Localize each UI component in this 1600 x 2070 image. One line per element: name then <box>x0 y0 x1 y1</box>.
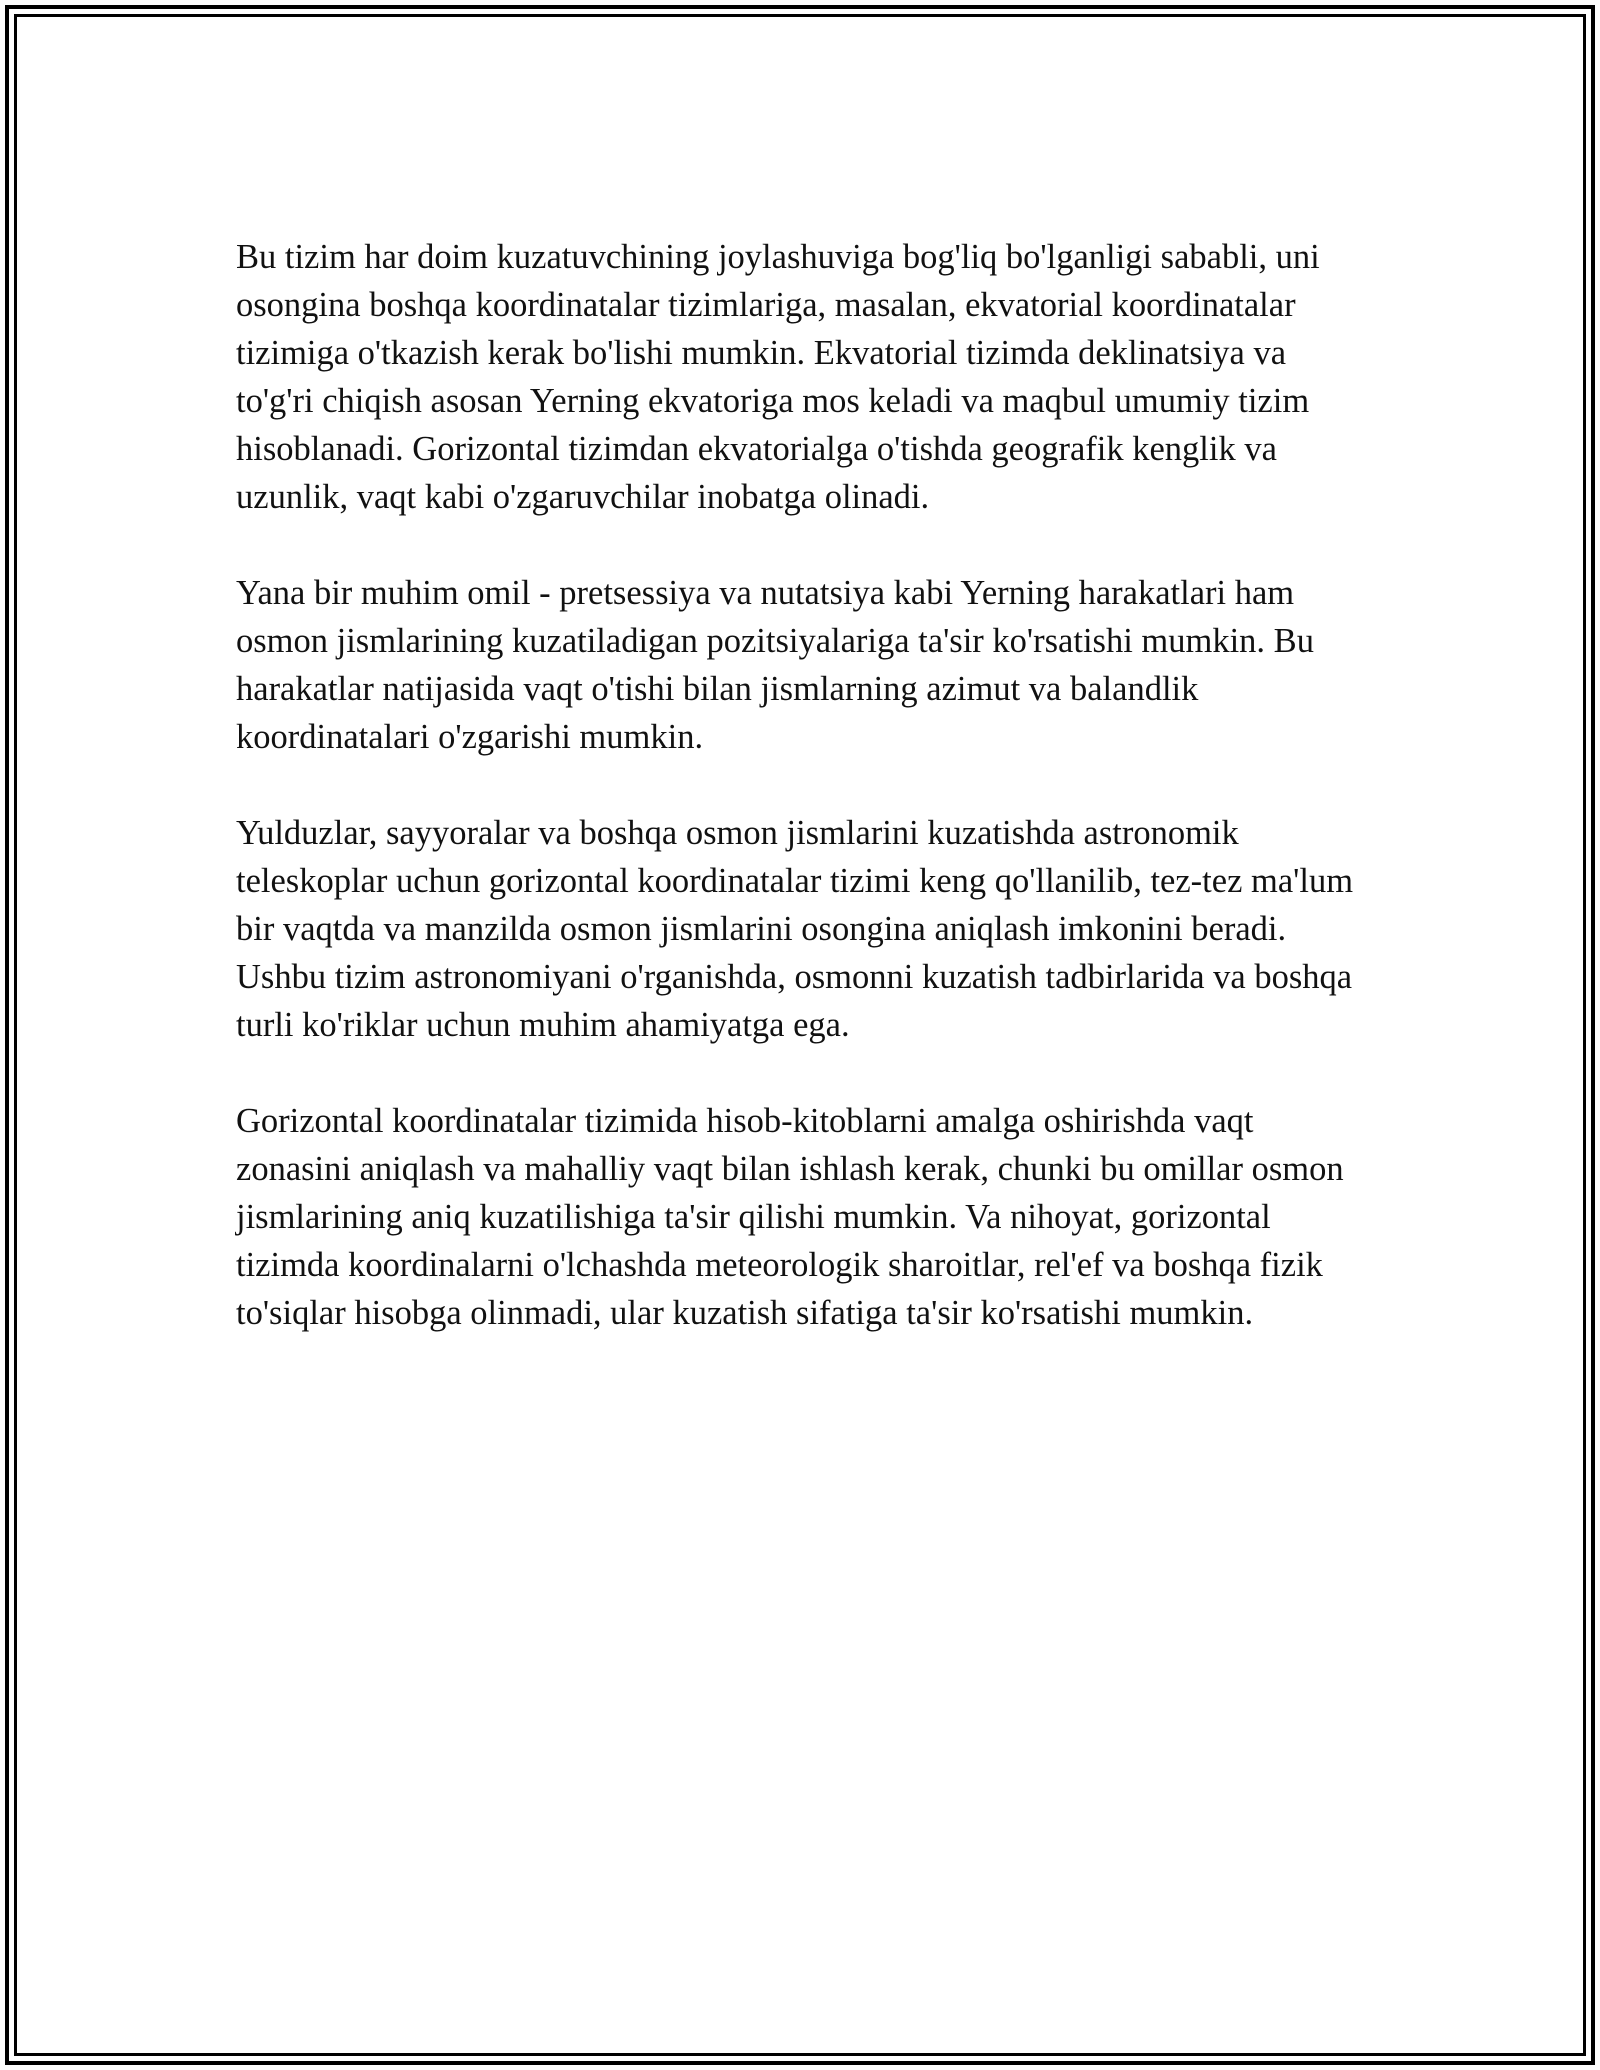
paragraph-1: Bu tizim har doim kuzatuvchining joylashuviga bog'liq bo'lganligi sababli, uni osongina boshqa koordinatalar tizimlariga, masalan, ekvatorial koordinatalar tizimiga o'tkazish kerak bo'lishi mumkin. Ekvatorial tizimda deklinatsiya va to'g'ri chiqish asosan Yerning ekvatoriga mos keladi va maqbul umumiy tizim hisoblanadi. Gorizontal tizimdan ekvatorialga o'tishda geografik kenglik va uzunlik, vaqt kabi o'zgaruvchilar inobatga olinadi. <box>236 238 1320 516</box>
paragraph-2: Yana bir muhim omil - pretsessiya va nutatsiya kabi Yerning harakatlari ham osmon jismlarining kuzatiladigan pozitsiyalariga ta'sir ko'rsatishi mumkin. Bu harakatlar natijasida vaqt o'tishi bilan jismlarning azimut va balandlik koordinatalari o'zgarishi mumkin. <box>236 574 1314 756</box>
paragraph-4: Gorizontal koordinatalar tizimida hisob-kitoblarni amalga oshirishda vaqt zonasini aniqlash va mahalliy vaqt bilan ishlash kerak, chunki bu omillar osmon jismlarining aniq kuzatilishiga ta'sir qilishi mumkin. Va nihoyat, gorizontal tizimda koordinalarni o'lchashda meteorologik sharoitlar, rel'ef va boshqa fizik to'siqlar hisobga olinmadi, ular kuzatish sifatiga ta'sir ko'rsatishi mumkin. <box>236 1102 1344 1332</box>
document-body <box>236 233 1371 1385</box>
paragraph-3: Yulduzlar, sayyoralar va boshqa osmon jismlarini kuzatishda astronomik teleskoplar uchun gorizontal koordinatalar tizimi keng qo'llanilib, tez-tez ma'lum bir vaqtda va manzilda osmon jismlarini osongina aniqlash imkonini beradi. Ushbu tizim astronomiyani o'rganishda, osmonni kuzatish tadbirlarida va boshqa turli ko'riklar uchun muhim ahamiyatga ega. <box>236 814 1354 1044</box>
